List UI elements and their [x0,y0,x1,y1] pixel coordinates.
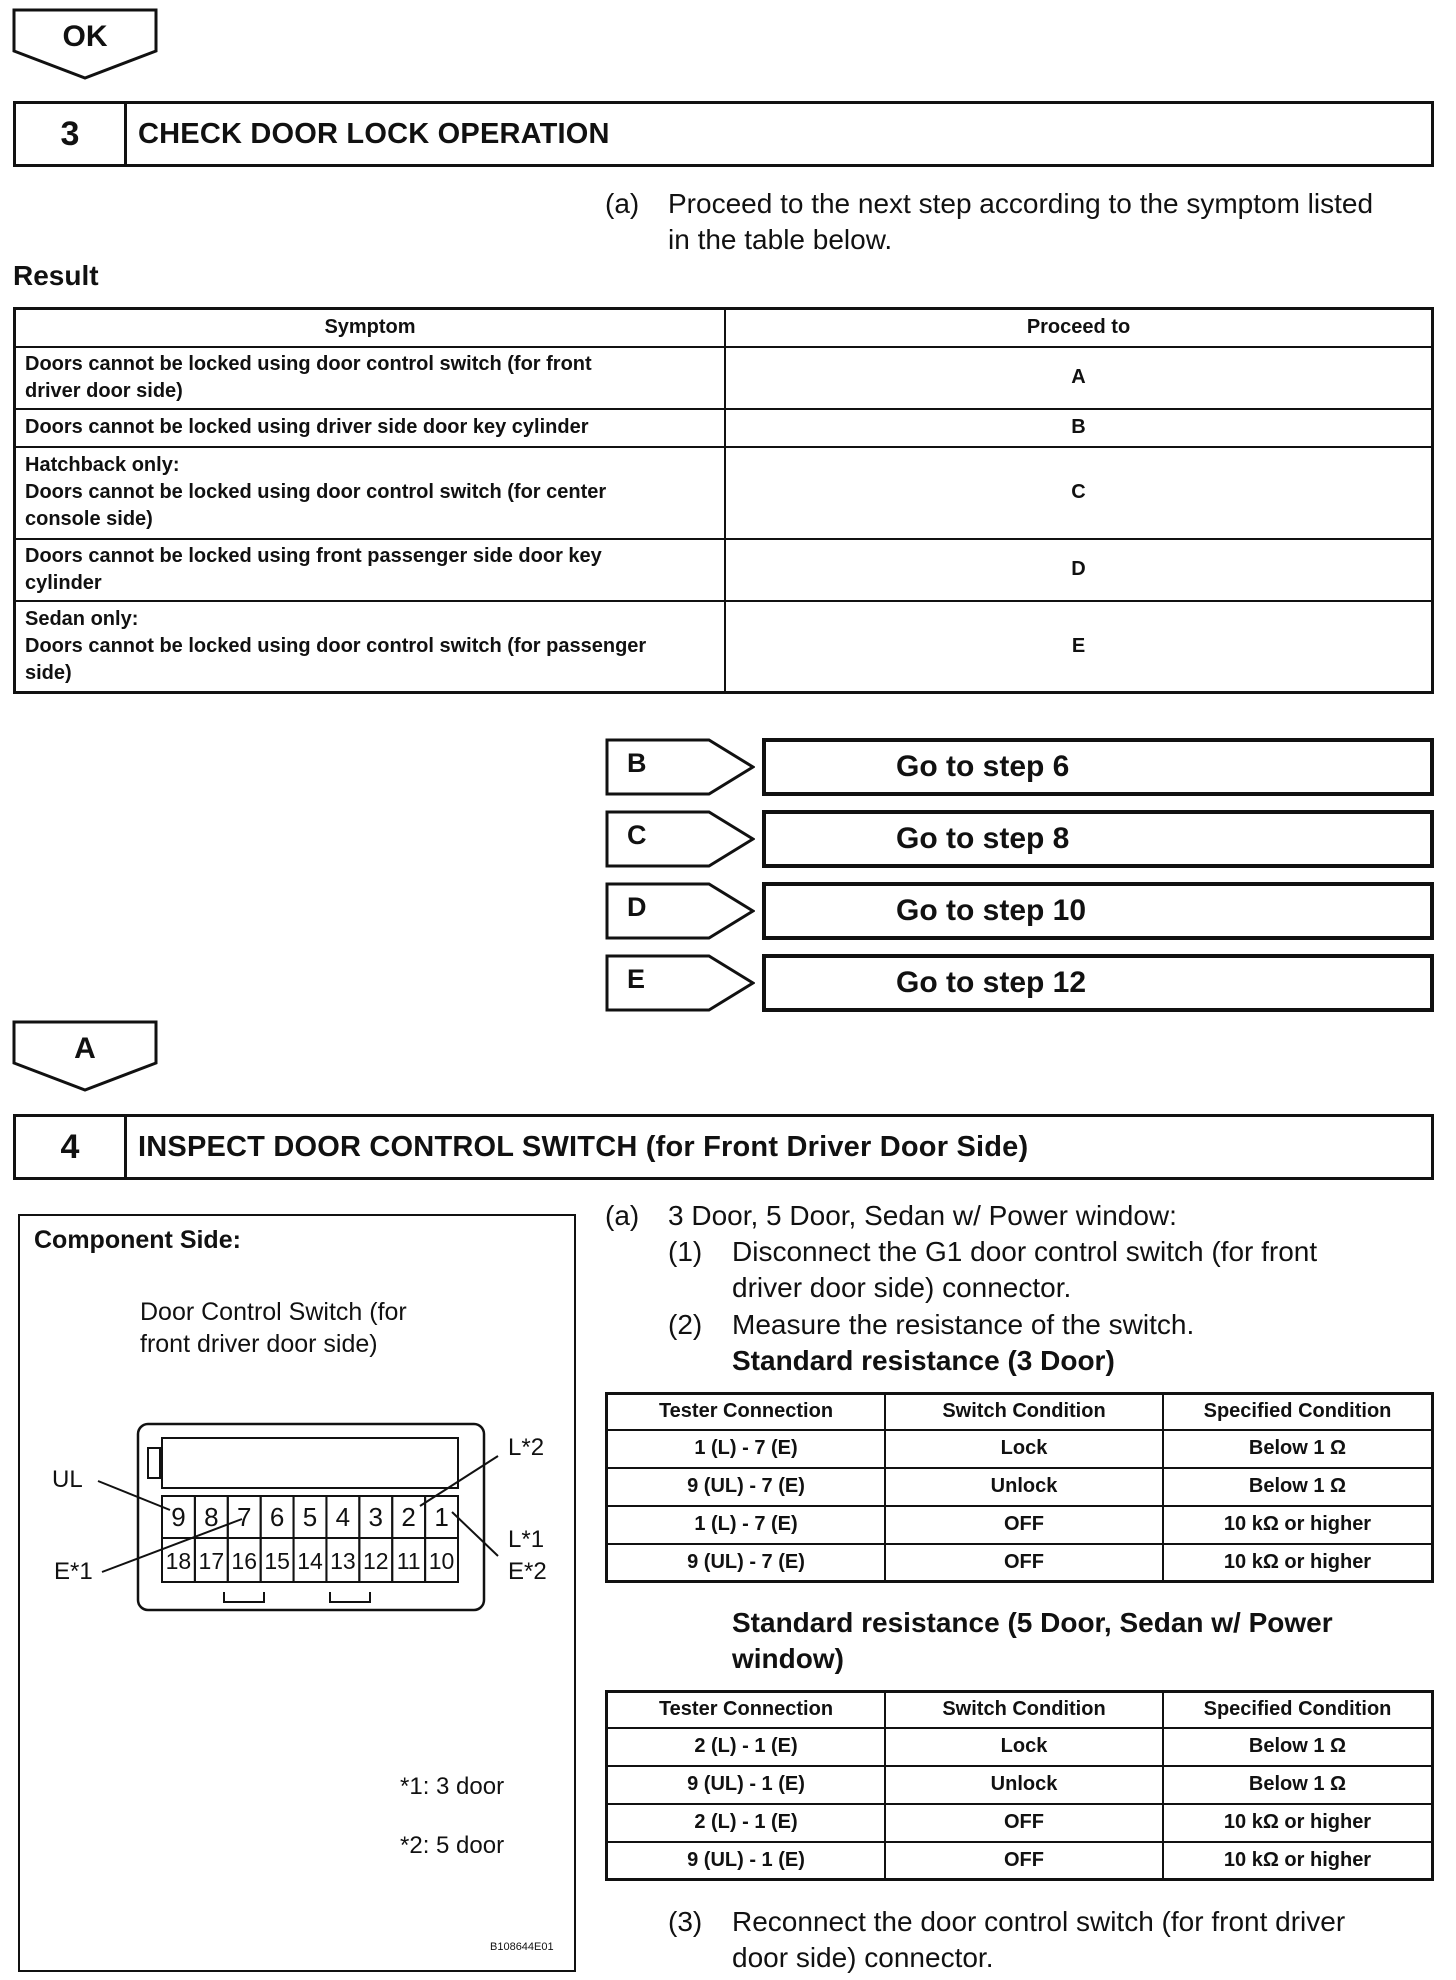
pin-number: 13 [330,1548,356,1574]
result-row [15,601,1433,693]
result-proceed-cell: B [725,409,1433,447]
step4-sub2-text: Measure the resistance of the switch. [732,1309,1195,1340]
step4-header [13,1114,1434,1180]
callout-e1: E*1 [54,1558,93,1585]
footnote-2: *2: 5 door [400,1832,505,1859]
symptom-line: Doors cannot be locked using door control switch (for passenger [25,634,647,657]
result-header-proceed: Proceed to [725,309,1433,347]
symptom-line: side) [25,661,72,684]
std-cell: OFF [885,1842,1163,1880]
pin-number: 9 [171,1502,186,1532]
result-table [13,307,1434,694]
figure-id: B108644E01 [490,1941,554,1953]
std-cell: 9 (UL) - 7 (E) [607,1468,886,1506]
result-row [15,447,1433,539]
callout-l1: L*1 [508,1526,545,1553]
result-row [15,347,1433,409]
goto-step-box [762,738,1434,796]
pin-number: 14 [297,1548,323,1574]
a-label: A [74,1032,96,1065]
result-proceed-cell: A [725,347,1433,409]
result-row [15,539,1433,601]
goto-step-box [762,810,1434,868]
step4-a-marker: (a) [605,1200,640,1231]
callout-ul: UL [52,1466,83,1493]
std-cell: Below 1 Ω [1163,1468,1433,1506]
std-cell: Lock [885,1728,1163,1766]
step4-sub3-line2: door side) connector. [732,1942,994,1973]
symptom-line: Hatchback only: [25,454,180,476]
std-header-cell: Tester Connection [607,1394,886,1430]
std-header-cell: Specified Condition [1163,1692,1433,1728]
step4-sub1-line2: driver door side) connector. [732,1272,1072,1303]
connector-notch-right [330,1592,370,1602]
step4-number: 4 [16,1117,127,1177]
branch-label: C [627,820,647,850]
pin-number: 1 [434,1502,449,1532]
pin-number: 8 [204,1502,219,1532]
std-row [607,1430,1433,1468]
pin-grid [162,1496,458,1582]
std-header-cell: Specified Condition [1163,1394,1433,1430]
goto-step-text: Go to step 12 [896,966,1087,999]
step3-instruction-marker: (a) [605,188,640,219]
symptom-line: console side) [25,508,153,530]
ok-result-marker [12,8,158,80]
std-cell: 10 kΩ or higher [1163,1506,1433,1544]
pin-number: 5 [302,1502,318,1532]
pin-number: 7 [236,1502,252,1532]
step3-number: 3 [16,104,127,164]
std-cell: 10 kΩ or higher [1163,1842,1433,1880]
std-cell: 9 (UL) - 7 (E) [607,1544,886,1582]
std-cell: Unlock [885,1468,1163,1506]
callout-e2: E*2 [508,1558,547,1585]
branch-label: E [627,964,646,994]
pin-number: 3 [368,1502,384,1532]
step4-sub3-line1: Reconnect the door control switch (for front driver [732,1906,1346,1937]
symptom-line: Doors cannot be locked using driver side door key cylinder [25,416,589,438]
std-cell: OFF [885,1544,1163,1582]
std2-title-line2: window) [732,1643,844,1674]
step3-instruction-line1: Proceed to the next step according to the symptom listed [668,188,1374,219]
std-cell: Lock [885,1430,1163,1468]
result-row [15,409,1433,447]
step4-sub2-marker: (2) [668,1309,703,1340]
pin-number: 18 [165,1548,192,1574]
connector-latch [162,1438,458,1488]
step4-sub3-marker: (3) [668,1906,703,1937]
figure-caption-line2: front driver door side) [140,1330,378,1358]
std-cell: Below 1 Ω [1163,1766,1433,1804]
std1-title: Standard resistance (3 Door) [732,1345,1115,1376]
pin-number: 6 [269,1502,285,1532]
pin-number: 11 [396,1548,421,1574]
std-row [607,1544,1433,1582]
figure-heading: Component Side: [34,1226,241,1254]
step3-instruction-line2: in the table below. [668,224,893,255]
pin-number: 12 [362,1548,389,1574]
std-cell: 10 kΩ or higher [1163,1804,1433,1842]
result-heading: Result [13,260,99,291]
branch-label: D [627,892,647,922]
figure-caption-line1: Door Control Switch (for [140,1298,407,1326]
result-proceed-cell: C [725,447,1433,539]
pin-number: 16 [231,1548,258,1574]
pin-number: 10 [428,1548,455,1574]
step3-header [13,101,1434,167]
goto-step-box [762,954,1434,1012]
std-row [607,1506,1433,1544]
result-symptom-cell [15,409,726,447]
branch-marker-b [605,738,755,796]
std-cell: 9 (UL) - 1 (E) [607,1842,886,1880]
std-cell: Below 1 Ω [1163,1430,1433,1468]
branch-marker-c [605,810,755,868]
result-symptom-cell [15,601,726,693]
std-cell: 2 (L) - 1 (E) [607,1728,886,1766]
branch-marker-d [605,882,755,940]
std-cell: 10 kΩ or higher [1163,1544,1433,1582]
goto-step-box [762,882,1434,940]
std2-table [605,1690,1434,1881]
std-cell: 1 (L) - 7 (E) [607,1430,886,1468]
goto-step-text: Go to step 8 [896,822,1070,855]
result-header-symptom: Symptom [15,309,726,347]
std-row [607,1766,1433,1804]
step4-sub1-line1: Disconnect the G1 door control switch (for front [732,1236,1318,1267]
goto-step-text: Go to step 10 [896,894,1087,927]
connector-notch-left [224,1592,264,1602]
symptom-line: Sedan only: [25,607,139,630]
step3-title: CHECK DOOR LOCK OPERATION [138,117,610,150]
std-cell: OFF [885,1506,1163,1544]
symptom-line: Doors cannot be locked using door control switch (for center [25,481,607,503]
result-symptom-cell [15,539,726,601]
result-symptom-cell [15,447,726,539]
symptom-line: driver door side) [25,379,183,402]
std1-table [605,1392,1434,1583]
symptom-line: Doors cannot be locked using door control switch (for front [25,352,592,375]
connector-figure [18,1214,576,1972]
std-cell: OFF [885,1804,1163,1842]
std-cell: Unlock [885,1766,1163,1804]
std-header-cell: Switch Condition [885,1692,1163,1728]
step4-a-text: 3 Door, 5 Door, Sedan w/ Power window: [668,1200,1177,1231]
leader-ul [98,1481,170,1510]
footnote-1: *1: 3 door [400,1773,505,1800]
std-header-cell: Tester Connection [607,1692,886,1728]
result-proceed-cell: E [725,601,1433,693]
std-cell: 1 (L) - 7 (E) [607,1506,886,1544]
std-cell: Below 1 Ω [1163,1728,1433,1766]
result-symptom-cell [15,347,726,409]
std-cell: 2 (L) - 1 (E) [607,1804,886,1842]
std-row [607,1842,1433,1880]
std-row [607,1804,1433,1842]
branch-label: B [627,748,647,778]
result-proceed-cell: D [725,539,1433,601]
pin-number: 4 [335,1502,351,1532]
std2-title-line1: Standard resistance (5 Door, Sedan w/ Power [732,1607,1333,1638]
ok-label: OK [62,20,108,53]
std-cell: 9 (UL) - 1 (E) [607,1766,886,1804]
pin-number: 15 [264,1548,290,1574]
step4-sub1-marker: (1) [668,1236,703,1267]
std-row [607,1728,1433,1766]
callout-l2: L*2 [508,1434,545,1461]
branch-marker-e [605,954,755,1012]
std-header-cell: Switch Condition [885,1394,1163,1430]
connector-key [148,1448,160,1478]
pin-number: 2 [401,1502,416,1532]
a-result-marker [12,1020,158,1092]
symptom-line: Doors cannot be locked using front passenger side door key [25,544,602,567]
goto-step-text: Go to step 6 [896,750,1070,783]
std-row [607,1468,1433,1506]
pin-number: 17 [198,1548,225,1574]
step4-title: INSPECT DOOR CONTROL SWITCH (for Front Driver Door Side) [138,1130,1029,1163]
symptom-line: cylinder [25,571,102,594]
